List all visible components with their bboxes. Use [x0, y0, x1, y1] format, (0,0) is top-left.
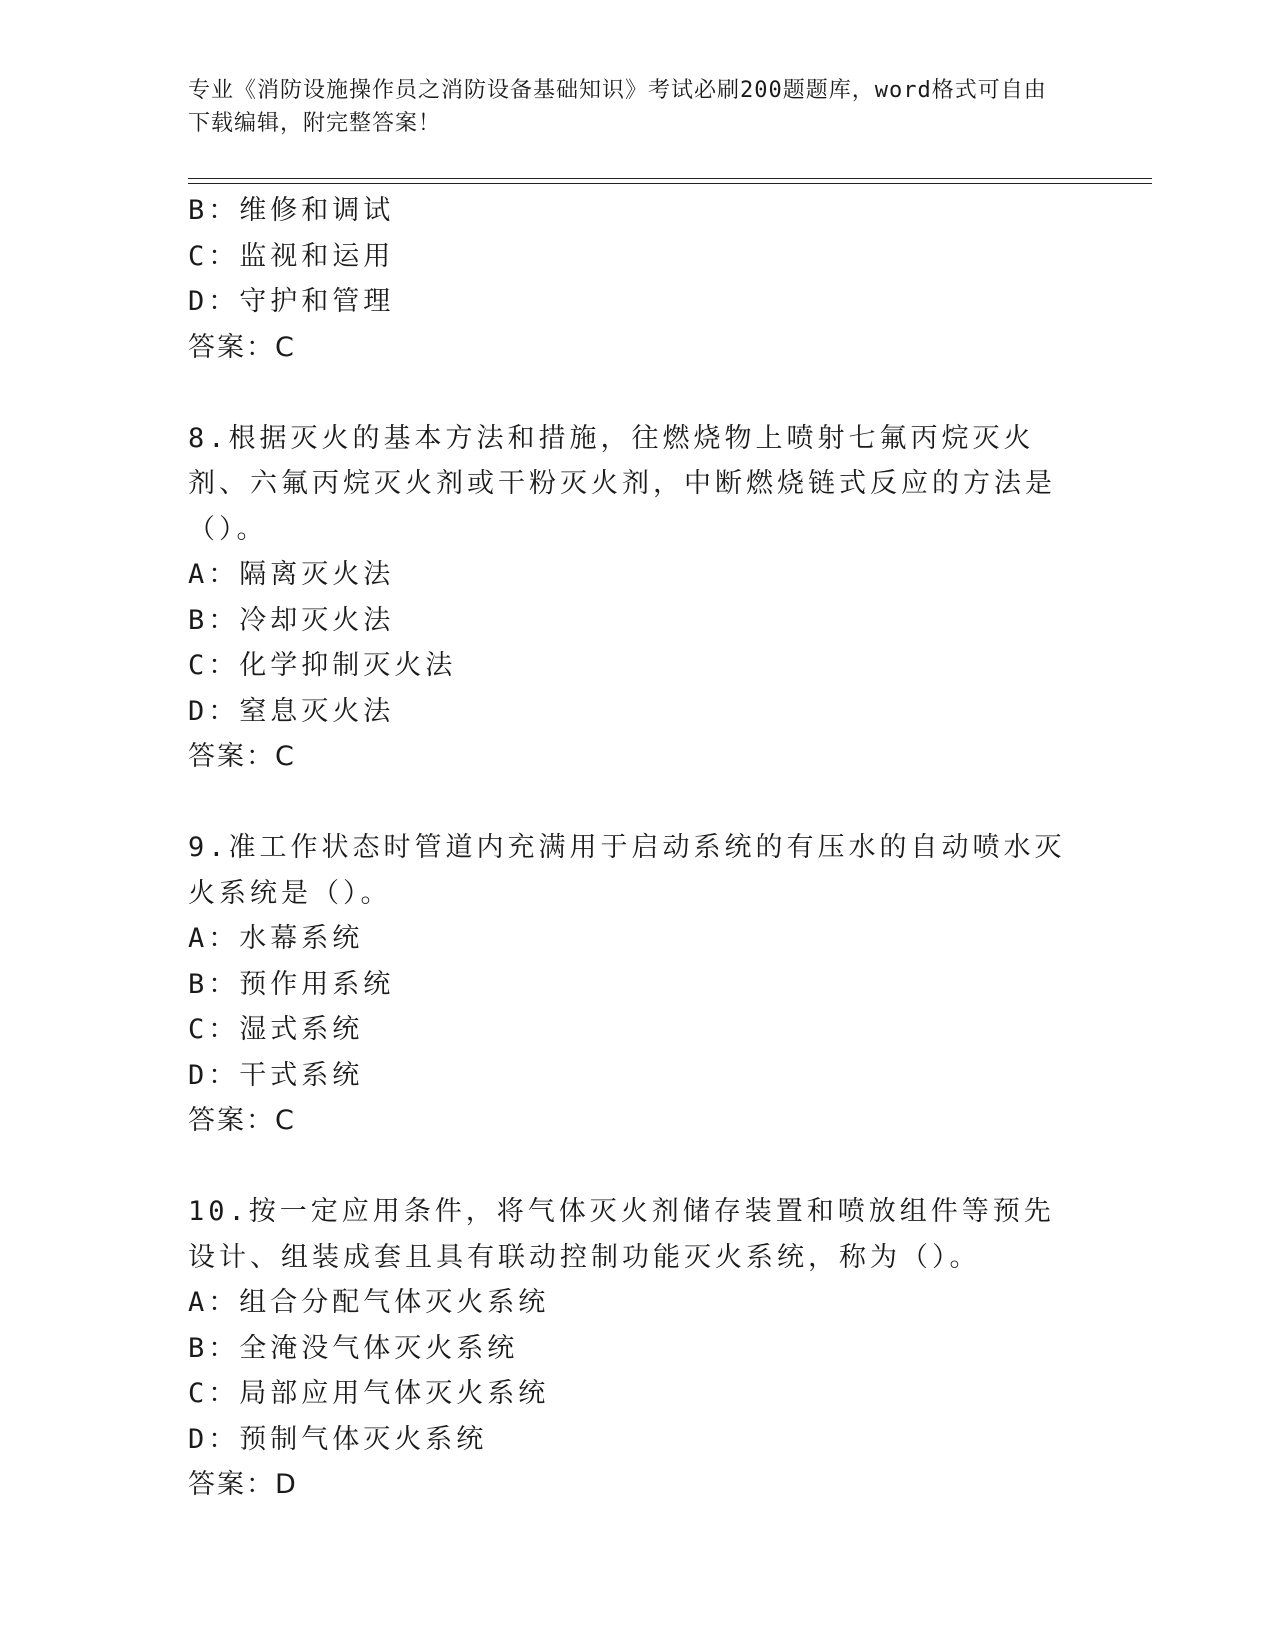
- option-c: C：化学抑制灭火法: [188, 650, 457, 681]
- option-b: B：维修和调试: [188, 195, 395, 226]
- option-d: D：守护和管理: [188, 286, 395, 317]
- answer-line: 答案：C: [188, 741, 296, 772]
- option-c: C：局部应用气体灭火系统: [188, 1378, 550, 1409]
- option-d: D：预制气体灭火系统: [188, 1423, 488, 1455]
- question-8: [188, 416, 1088, 780]
- option-a: A：隔离灭火法: [188, 559, 395, 590]
- option-c: C：监视和运用: [188, 240, 395, 272]
- option-a: A：水幕系统: [188, 923, 364, 954]
- question-text: 8.根据灭火的基本方法和措施，往燃烧物上喷射七氟丙烷灭火剂、六氟丙烷灭火剂或干粉灭火剂，中断燃烧链式反应的方法是（）。: [188, 422, 1056, 545]
- question-text: 10.按一定应用条件，将气体灭火剂储存装置和喷放组件等预先设计、组装成套且具有联动控制功能灭火系统，称为（）。: [188, 1196, 1055, 1273]
- header-rule-top: [188, 178, 1152, 179]
- spacer: [188, 780, 1088, 826]
- option-b: B：预作用系统: [188, 968, 395, 1000]
- document-header: 专业《消防设施操作员之消防设备基础知识》考试必刷200题题库，word格式可自由下载编辑，附完整答案！: [188, 78, 1047, 136]
- spacer: [188, 370, 1088, 416]
- option-b: B：全淹没气体灭火系统: [188, 1332, 519, 1364]
- answer-line: 答案：D: [188, 1469, 298, 1500]
- question-7-continued: [188, 188, 1088, 370]
- option-b: B：冷却灭火法: [188, 604, 395, 636]
- answer-line: 答案：C: [188, 331, 296, 363]
- document-body: [188, 188, 1088, 1508]
- option-d: D：干式系统: [188, 1059, 364, 1091]
- option-c: C：湿式系统: [188, 1014, 364, 1045]
- option-a: A：组合分配气体灭火系统: [188, 1287, 550, 1318]
- option-d: D：窒息灭火法: [188, 695, 395, 727]
- question-text: 9.准工作状态时管道内充满用于启动系统的有压水的自动喷水灭火系统是（）。: [188, 832, 1066, 909]
- header-rule-bottom: [188, 183, 1152, 184]
- spacer: [188, 1144, 1088, 1190]
- answer-line: 答案：C: [188, 1105, 296, 1136]
- question-9: [188, 825, 1088, 1144]
- question-10: [188, 1189, 1088, 1508]
